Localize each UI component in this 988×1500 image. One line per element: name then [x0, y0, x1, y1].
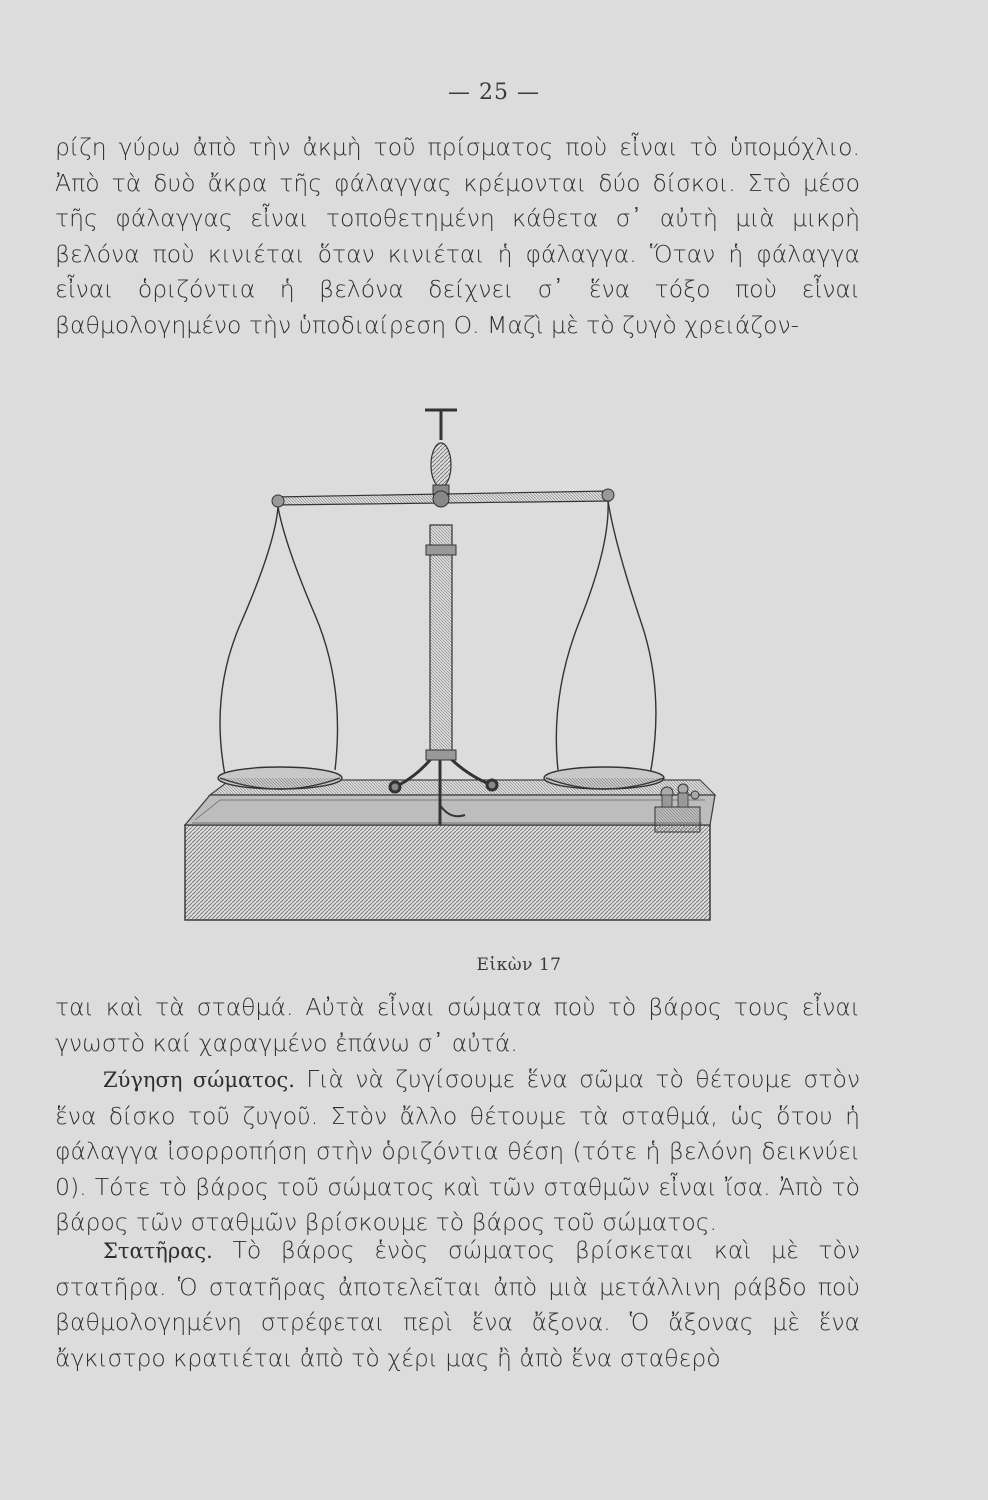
balance-scale-illustration	[180, 395, 720, 925]
scale-beam	[272, 489, 614, 507]
paragraph-1: ρίζη γύρω ἀπὸ τὴν ἀκμὴ τοῦ πρίσματος ποὺ εἶναι τὸ ὑπομόχλιο. Ἀπὸ τὰ δυὸ ἄκρα τῆς φάλαγγας κρέμονται δύο δίσκοι. Στὸ μέσο τῆς φάλαγγας εἶναι τοποθετημένη κάθετα σ᾽ αὐτὴ μιὰ μικρὴ βελόνα ποὺ κινιέται ὅταν κινιέται ἡ φάλαγγα. Ὅταν ἡ φάλαγγα εἶναι ὁριζόντια ἡ βελόνα δείχνει σ᾽ ἕνα τόξο ποὺ εἶναι βαθμολογημένο τὴν ὑποδιαίρεση Ο. Μαζὶ μὲ τὸ ζυγὸ χρειάζον-	[55, 133, 860, 339]
page-number: — 25 —	[448, 80, 540, 105]
left-pan	[218, 507, 342, 789]
paragraph-4	[55, 1233, 860, 1376]
paragraph-3-text: Γιὰ νὰ ζυγίσουμε ἕνα σῶμα τὸ θέτουμε στὸν ἕνα δίσκο τοῦ ζυγοῦ. Στὸν ἄλλο θέτουμε τὰ σταθμά, ὡς ὅτου ἡ φάλαγγα ἰσορροπήση στὴν ὁριζόντια θέση (τότε ἡ βελόνη δεικνύει 0). Τότε τὸ βάρος τοῦ σώματος καὶ τῶν σταθμῶν εἶναι ἴσα. Ἀπὸ τὸ βάρος τῶν σταθμῶν βρίσκουμε τὸ βάρος τοῦ σώματος.	[55, 1065, 860, 1236]
paragraph-4-text: Τὸ βάρος ἑνὸς σώματος βρίσκεται καὶ μὲ τὸν στατῆρα. Ὁ στατῆρας ἀποτελεῖται ἀπὸ μιὰ μετάλλινη ράβδο ποὺ βαθμολογημένη στρέφεται περὶ ἕνα ἄξονα. Ὁ ἄξονας μὲ ἕνα ἄγκιστρο κρατιέται ἀπὸ τὸ χέρι μας ἢ ἀπὸ ἕνα σταθερὸ	[55, 1236, 860, 1372]
run-in-heading-weighing: Ζύγηση σώματος.	[103, 1068, 295, 1092]
right-pan	[544, 501, 664, 789]
scale-base	[185, 780, 715, 920]
scale-finial	[425, 410, 457, 495]
run-in-heading-steelyard: Στατῆρας.	[103, 1239, 213, 1263]
paragraph-2: ται καὶ τὰ σταθμά. Αὐτὰ εἶναι σώματα ποὺ τὸ βάρος τους εἶναι γνωστὸ καί χαραγμένο ἐπάνω σ᾽ αὐτά.	[55, 993, 860, 1057]
scale-column	[426, 525, 456, 760]
figure-caption: Εἰκὼν 17	[476, 955, 562, 975]
paragraph-3	[55, 1062, 860, 1241]
